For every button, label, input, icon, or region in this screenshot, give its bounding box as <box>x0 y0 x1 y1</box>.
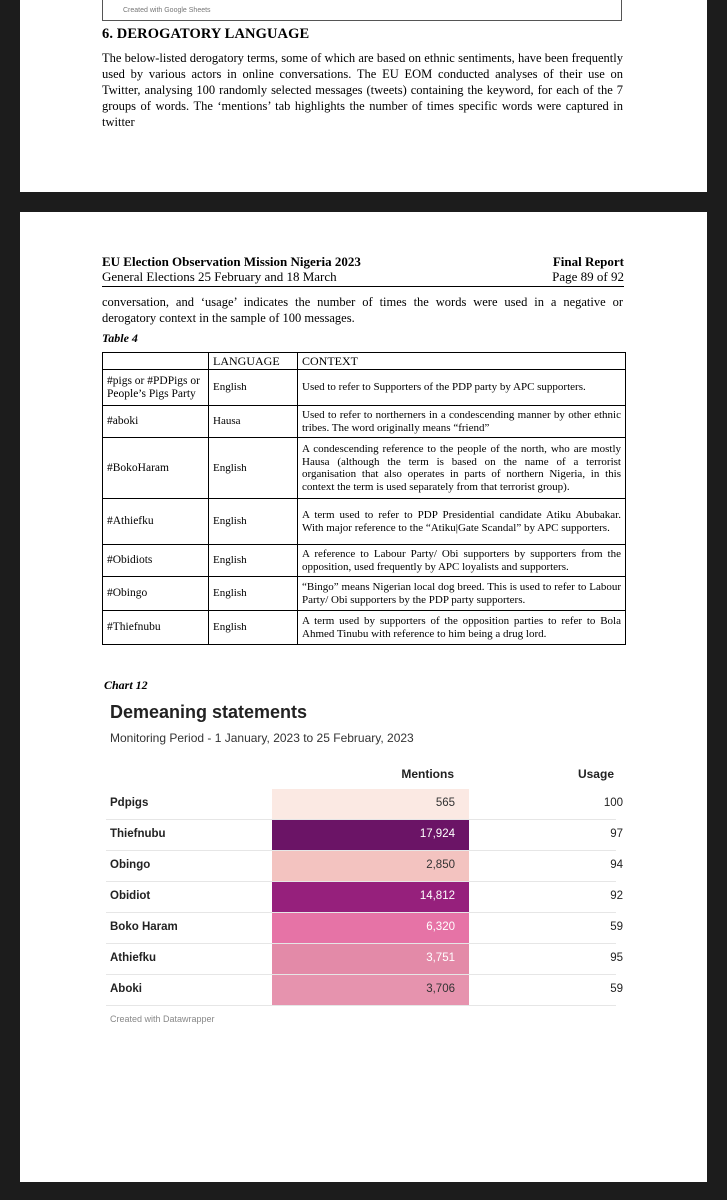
term-cell: #aboki <box>103 406 209 438</box>
mentions-heat-cell <box>272 882 469 912</box>
chart-row <box>106 789 623 820</box>
google-sheets-credit: Created with Google Sheets <box>123 7 211 14</box>
table-row <box>103 611 626 645</box>
report-type: Final Report <box>552 254 624 269</box>
language-cell: English <box>209 577 298 611</box>
usage-value: 94 <box>610 859 623 871</box>
chart-row <box>106 820 623 851</box>
chart-row-label: Thiefnubu <box>110 828 166 840</box>
mentions-value: 14,812 <box>419 890 455 902</box>
mentions-value: 3,706 <box>426 983 455 995</box>
table-header-row <box>103 353 626 370</box>
mentions-heat-cell <box>272 851 469 881</box>
chart-row <box>106 913 623 944</box>
usage-value: 100 <box>603 797 623 809</box>
term-cell: #Thiefnubu <box>103 611 209 645</box>
table-header-term <box>103 353 209 370</box>
context-cell: Used to refer to northerners in a condescending manner by other ethnic tribes. The word originally means “friend” <box>298 406 626 438</box>
report-subtitle: General Elections 25 February and 18 March <box>102 269 337 284</box>
mentions-column-header: Mentions <box>401 767 454 781</box>
chart-row-label: Boko Haram <box>110 921 178 933</box>
mentions-value: 2,850 <box>426 859 455 871</box>
language-cell: English <box>209 499 298 545</box>
language-cell: English <box>209 438 298 499</box>
mentions-value: 17,924 <box>419 828 455 840</box>
derogatory-terms-table <box>102 352 626 645</box>
chart-row-label: Aboki <box>110 983 142 995</box>
context-cell: Used to refer to Supporters of the PDP party by APC supporters. <box>298 370 626 406</box>
mentions-heat-cell <box>272 789 469 819</box>
table-caption: Table 4 <box>102 331 138 345</box>
mentions-value: 565 <box>435 797 455 809</box>
table-row <box>103 499 626 545</box>
context-cell: A term used to refer to PDP Presidential candidate Atiku Abubakar. With major reference to the “Atiku|Gate Scandal” by APC supporters. <box>298 499 626 545</box>
term-cell: #Athiefku <box>103 499 209 545</box>
mentions-heat-cell <box>272 820 469 850</box>
term-cell: #BokoHaram <box>103 438 209 499</box>
usage-value: 59 <box>610 921 623 933</box>
section-paragraph: The below-listed derogatory terms, some of which are based on ethnic sentiments, have been frequently used by various actors in online conversations. The EU EOM conducted analyses of their use on Twitter, analysing 100 randomly selected messages (tweets) containing the keyword, for each of the 7 groups of words. The ‘mentions’ tab highlights the number of times specific words were captured in twitter <box>102 51 623 129</box>
section-heading: 6. DEROGATORY LANGUAGE <box>102 26 310 42</box>
mentions-heat-cell <box>272 975 469 1005</box>
header-divider <box>102 286 624 287</box>
previous-chart-frame <box>102 0 622 21</box>
table-row <box>103 545 626 577</box>
chart-row-label: Obidiot <box>110 890 151 902</box>
report-title: EU Election Observation Mission Nigeria 2023 <box>102 254 361 269</box>
page-number: Page 89 of 92 <box>552 269 624 284</box>
page-header-left <box>102 254 361 284</box>
table-row <box>103 370 626 406</box>
context-cell: “Bingo” means Nigerian local dog breed. This is used to refer to Labour Party/ Obi supporters by the PDP party supporters. <box>298 577 626 611</box>
usage-value: 97 <box>610 828 623 840</box>
document-page-89 <box>20 212 707 1182</box>
demeaning-statements-table <box>106 789 623 1006</box>
usage-value: 59 <box>610 983 623 995</box>
chart-row <box>106 944 623 975</box>
table-row <box>103 438 626 499</box>
chart-row-label: Athiefku <box>110 952 156 964</box>
chart-row <box>106 882 623 913</box>
table-row <box>103 577 626 611</box>
chart-row <box>106 975 623 1006</box>
context-cell: A condescending reference to the people of the north, who are mostly Hausa (although the term is based on the name of a terrorist organisation that also operates in parts of northern Nigeria, in this context the term is used separately from that terrorist group). <box>298 438 626 499</box>
table-header-language: LANGUAGE <box>209 353 298 370</box>
mentions-heat-cell <box>272 913 469 943</box>
chart-subtitle: Monitoring Period - 1 January, 2023 to 25 February, 2023 <box>110 731 414 745</box>
context-cell: A term used by supporters of the opposition parties to refer to Bola Ahmed Tinubu with reference to him being a drug lord. <box>298 611 626 645</box>
datawrapper-credit: Created with Datawrapper <box>110 1014 215 1024</box>
chart-row <box>106 851 623 882</box>
usage-column-header: Usage <box>577 767 614 781</box>
chart-row-label: Obingo <box>110 859 151 871</box>
page-header-right <box>552 254 624 284</box>
document-page-88 <box>20 0 707 192</box>
table-row <box>103 406 626 438</box>
usage-value: 95 <box>610 952 623 964</box>
usage-value: 92 <box>610 890 623 902</box>
language-cell: Hausa <box>209 406 298 438</box>
mentions-value: 3,751 <box>426 952 455 964</box>
term-cell: #pigs or #PDPigs or People’s Pigs Party <box>103 370 209 406</box>
table-header-context: CONTEXT <box>298 353 626 370</box>
language-cell: English <box>209 611 298 645</box>
term-cell: #Obidiots <box>103 545 209 577</box>
continued-paragraph: conversation, and ‘usage’ indicates the number of times the words were used in a negative or derogatory context in the sample of 100 messages. <box>102 295 623 325</box>
mentions-value: 6,320 <box>426 921 455 933</box>
mentions-heat-cell <box>272 944 469 974</box>
chart-row-label: Pdpigs <box>110 797 149 809</box>
term-cell: #Obingo <box>103 577 209 611</box>
chart-title: Demeaning statements <box>110 702 308 722</box>
language-cell: English <box>209 370 298 406</box>
language-cell: English <box>209 545 298 577</box>
chart-caption: Chart 12 <box>104 678 148 692</box>
context-cell: A reference to Labour Party/ Obi supporters by supporters from the opposition, used frequently by APC loyalists and supporters. <box>298 545 626 577</box>
